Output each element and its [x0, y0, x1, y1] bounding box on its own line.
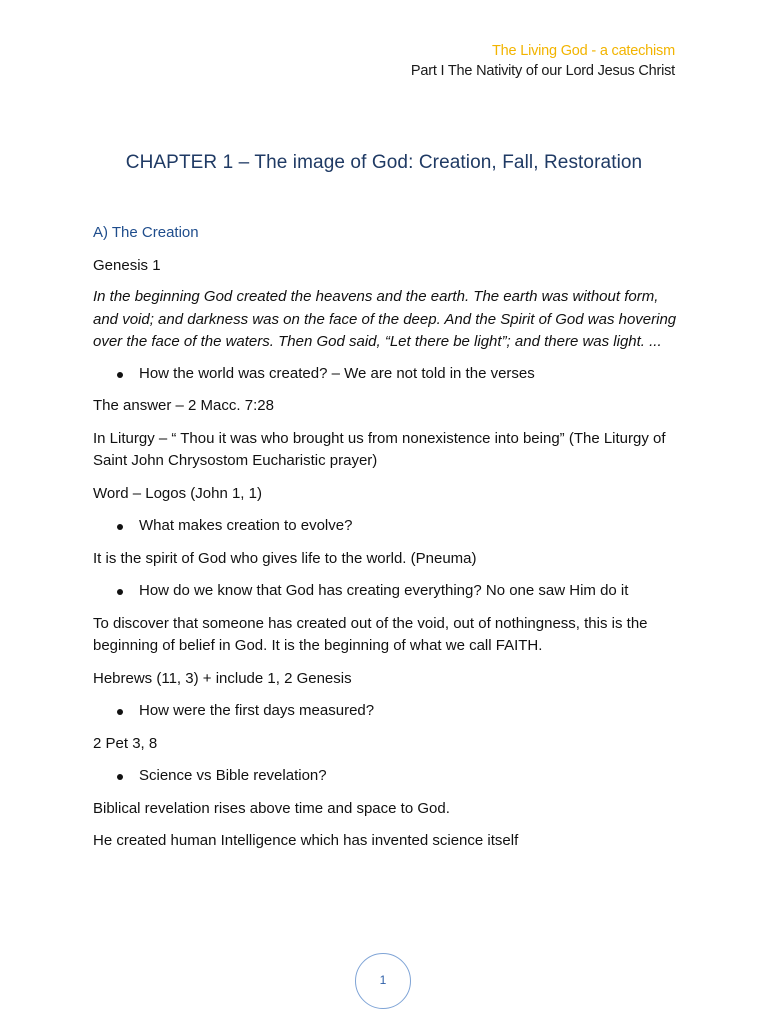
- bullet-text: How the world was created? – We are not told in the verses: [139, 364, 535, 382]
- paragraph: Biblical revelation rises above time and space to God.: [93, 799, 450, 817]
- bullet-icon: [117, 709, 123, 715]
- paragraph: Word – Logos (John 1, 1): [93, 484, 262, 502]
- running-header: [411, 42, 675, 82]
- bullet-icon: [117, 524, 123, 530]
- document-body: [93, 222, 683, 863]
- bullet-icon: [117, 372, 123, 378]
- bullet-item: [93, 363, 683, 386]
- bullet-item: [93, 515, 683, 538]
- scripture-quote: In the beginning God created the heavens and the earth. The earth was without form, and void; and darkness was on the face of the deep. And the Spirit of God was hovering over the face of the waters. Then God said, “Let there be light”; and there was light. ...: [93, 288, 677, 350]
- paragraph: Hebrews (11, 3) + include 1, 2 Genesis: [93, 669, 352, 687]
- paragraph: He created human Intelligence which has invented science itself: [93, 832, 519, 849]
- bullet-item: [93, 700, 683, 723]
- bullet-item: [93, 580, 683, 603]
- paragraph-end: .: [538, 637, 543, 654]
- paragraph-text: To discover that someone has created out of the void, out of nothingness, this is the beginning of belief in God. It is the beginning of what we call: [93, 614, 648, 654]
- bullet-text: How were the first days measured?: [139, 702, 375, 719]
- paragraph: In Liturgy – “ Thou it was who brought us from nonexistence into being” (The Liturgy of Saint John Chrysostom Eucharistic prayer): [93, 429, 666, 469]
- page-number-badge: [355, 953, 411, 1009]
- bullet-item: [93, 765, 683, 788]
- paragraph: The answer – 2 Macc. 7:28: [93, 397, 274, 414]
- bullet-icon: [117, 589, 123, 595]
- bullet-text: What makes creation to evolve?: [139, 517, 353, 534]
- bullet-text: How do we know that God has creating everything? No one saw Him do it: [139, 582, 629, 599]
- section-heading: A) The Creation: [93, 224, 199, 241]
- header-part-title: Part I The Nativity of our Lord Jesus Christ: [410, 63, 675, 79]
- bullet-text: Science vs Bible revelation?: [139, 767, 327, 784]
- faith-emphasis: FAITH: [495, 637, 539, 654]
- paragraph: [93, 613, 683, 658]
- bullet-icon: [117, 774, 123, 780]
- paragraph: 2 Pet 3, 8: [93, 734, 158, 752]
- paragraph: It is the spirit of God who gives life to the world. (Pneuma): [93, 549, 477, 567]
- subheading: Genesis 1: [93, 256, 161, 274]
- page-number: 1: [379, 973, 387, 987]
- chapter-title: CHAPTER 1 – The image of God: Creation, Fall, Restoration: [125, 152, 643, 173]
- header-book-title: The Living God - a catechism: [492, 43, 675, 59]
